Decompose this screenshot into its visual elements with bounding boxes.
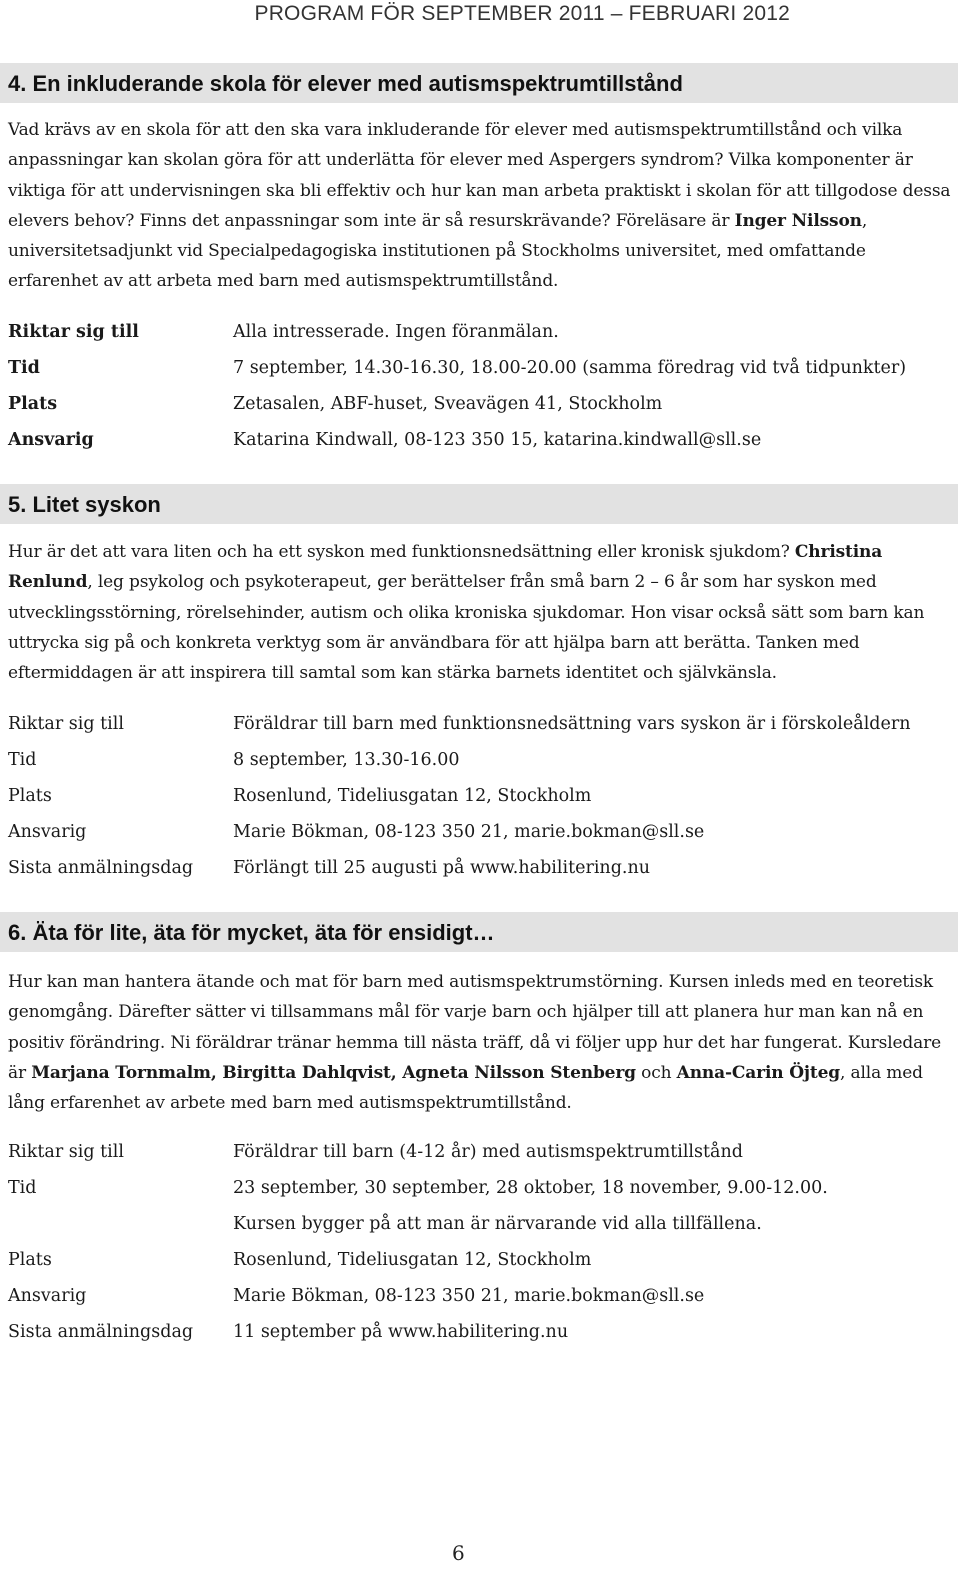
info-value: 11 september på www.habilitering.nu xyxy=(233,1322,569,1342)
info-label: Tid xyxy=(8,358,40,378)
section-5-title: 5. Litet syskon xyxy=(0,484,958,524)
section-5-speaker: Christina Renlund xyxy=(8,542,883,593)
info-label: Ansvarig xyxy=(8,822,87,842)
info-label: Ansvarig xyxy=(8,430,94,450)
info-label: Plats xyxy=(8,1250,52,1270)
info-value: Föräldrar till barn med funktionsnedsättning vars syskon är i förskoleåldern xyxy=(233,714,911,734)
section-4-text-b: , universitetsadjunkt vid Specialpedagogiska institutionen på Stockholms universitet, med omfattande erfarenhet av att arbeta med barn med autismspektrumtillstånd. xyxy=(8,210,868,292)
info-label: Tid xyxy=(8,750,37,770)
info-label: Riktar sig till xyxy=(8,1142,124,1162)
info-label: Tid xyxy=(8,1178,37,1198)
info-value: Alla intresserade. Ingen föranmälan. xyxy=(233,322,559,342)
info-value: Kursen bygger på att man är närvarande vid alla tillfällena. xyxy=(233,1214,762,1234)
info-value: Katarina Kindwall, 08-123 350 15, katarina.kindwall@sll.se xyxy=(233,430,762,450)
section-6-leader-last: Anna-Carin Öjteg xyxy=(676,1062,840,1083)
section-4-body xyxy=(8,115,953,297)
info-label: Plats xyxy=(8,786,52,806)
info-label: Ansvarig xyxy=(8,1286,87,1306)
info-value: Föräldrar till barn (4-12 år) med autismspektrumtillstånd xyxy=(233,1142,743,1162)
info-label: Riktar sig till xyxy=(8,714,124,734)
section-5-text-a: Hur är det att vara liten och ha ett syskon med funktionsnedsättning eller kronisk sjukdom? xyxy=(8,542,795,562)
section-6-title: 6. Äta för lite, äta för mycket, äta för ensidigt… xyxy=(0,912,958,952)
section-4-text-a: Vad krävs av en skola för att den ska vara inkluderande för elever med autismspektrumtillstånd och vilka anpassningar kan skolan göra för att underlätta för elever med Aspergers syndrom? Vilka komponenter är viktiga för att undervisningen ska bli effektiv och hur kan man arbeta praktiskt i skolan för att tillgodose dessa elevers behov? Finns det anpassningar som inte är så resurskrävande? Föreläsare är xyxy=(8,120,951,231)
section-6-text-mid: och xyxy=(635,1062,677,1083)
section-4-speaker: Inger Nilsson xyxy=(734,210,862,231)
info-label: Plats xyxy=(8,394,58,414)
info-label: Sista anmälningsdag xyxy=(8,858,194,878)
section-5-body xyxy=(8,537,953,688)
page-number: 6 xyxy=(452,1541,465,1565)
section-6-body xyxy=(8,967,953,1118)
section-6-text-b: , alla med lång erfarenhet av arbete med barn med autismspektrumtillstånd. xyxy=(8,1062,923,1114)
section-5-text-b: , leg psykolog och psykoterapeut, ger berättelser från små barn 2 – 6 år som har syskon med utvecklingsstörning, rörelsehinder, autism och olika kroniska sjukdomar. Hon visar också sätt som barn kan uttrycka sig på och konkreta verktyg som är användbara för att hjälpa barn att berätta. Tanken med eftermiddagen är att inspirera till samtal som kan stärka barnets identitet och självkänsla. xyxy=(8,572,925,684)
section-6-text-a: Hur kan man hantera ätande och mat för barn med autismspektrumstörning. Kursen inleds med en teoretisk genomgång. Därefter sätter vi tillsammans mål för varje barn och hjälper till att planera hur man kan nå en positiv förändring. Ni föräldrar tränar hemma till nästa träff, då vi följer upp hur det har fungerat. Kursledare är xyxy=(8,972,942,1083)
page-header-title: PROGRAM FÖR SEPTEMBER 2011 – FEBRUARI 2012 xyxy=(254,2,790,25)
info-label: Sista anmälningsdag xyxy=(8,1322,194,1342)
info-value: 7 september, 14.30-16.30, 18.00-20.00 (samma föredrag vid två tidpunkter) xyxy=(233,358,907,378)
info-value: Marie Bökman, 08-123 350 21, marie.bokman@sll.se xyxy=(233,822,705,842)
info-value: Marie Bökman, 08-123 350 21, marie.bokman@sll.se xyxy=(233,1286,705,1306)
info-value: 8 september, 13.30-16.00 xyxy=(233,750,460,770)
section-6-leaders: Marjana Tornmalm, Birgitta Dahlqvist, Agneta Nilsson Stenberg xyxy=(31,1062,636,1083)
section-4-title: 4. En inkluderande skola för elever med autismspektrumtillstånd xyxy=(0,63,958,103)
info-value: Rosenlund, Tideliusgatan 12, Stockholm xyxy=(233,1250,592,1270)
info-value: Förlängt till 25 augusti på www.habilitering.nu xyxy=(233,858,651,878)
info-value: Rosenlund, Tideliusgatan 12, Stockholm xyxy=(233,786,592,806)
info-label: Riktar sig till xyxy=(8,322,139,342)
info-value: 23 september, 30 september, 28 oktober, 18 november, 9.00-12.00. xyxy=(233,1178,828,1198)
info-value: Zetasalen, ABF-huset, Sveavägen 41, Stockholm xyxy=(233,394,663,414)
